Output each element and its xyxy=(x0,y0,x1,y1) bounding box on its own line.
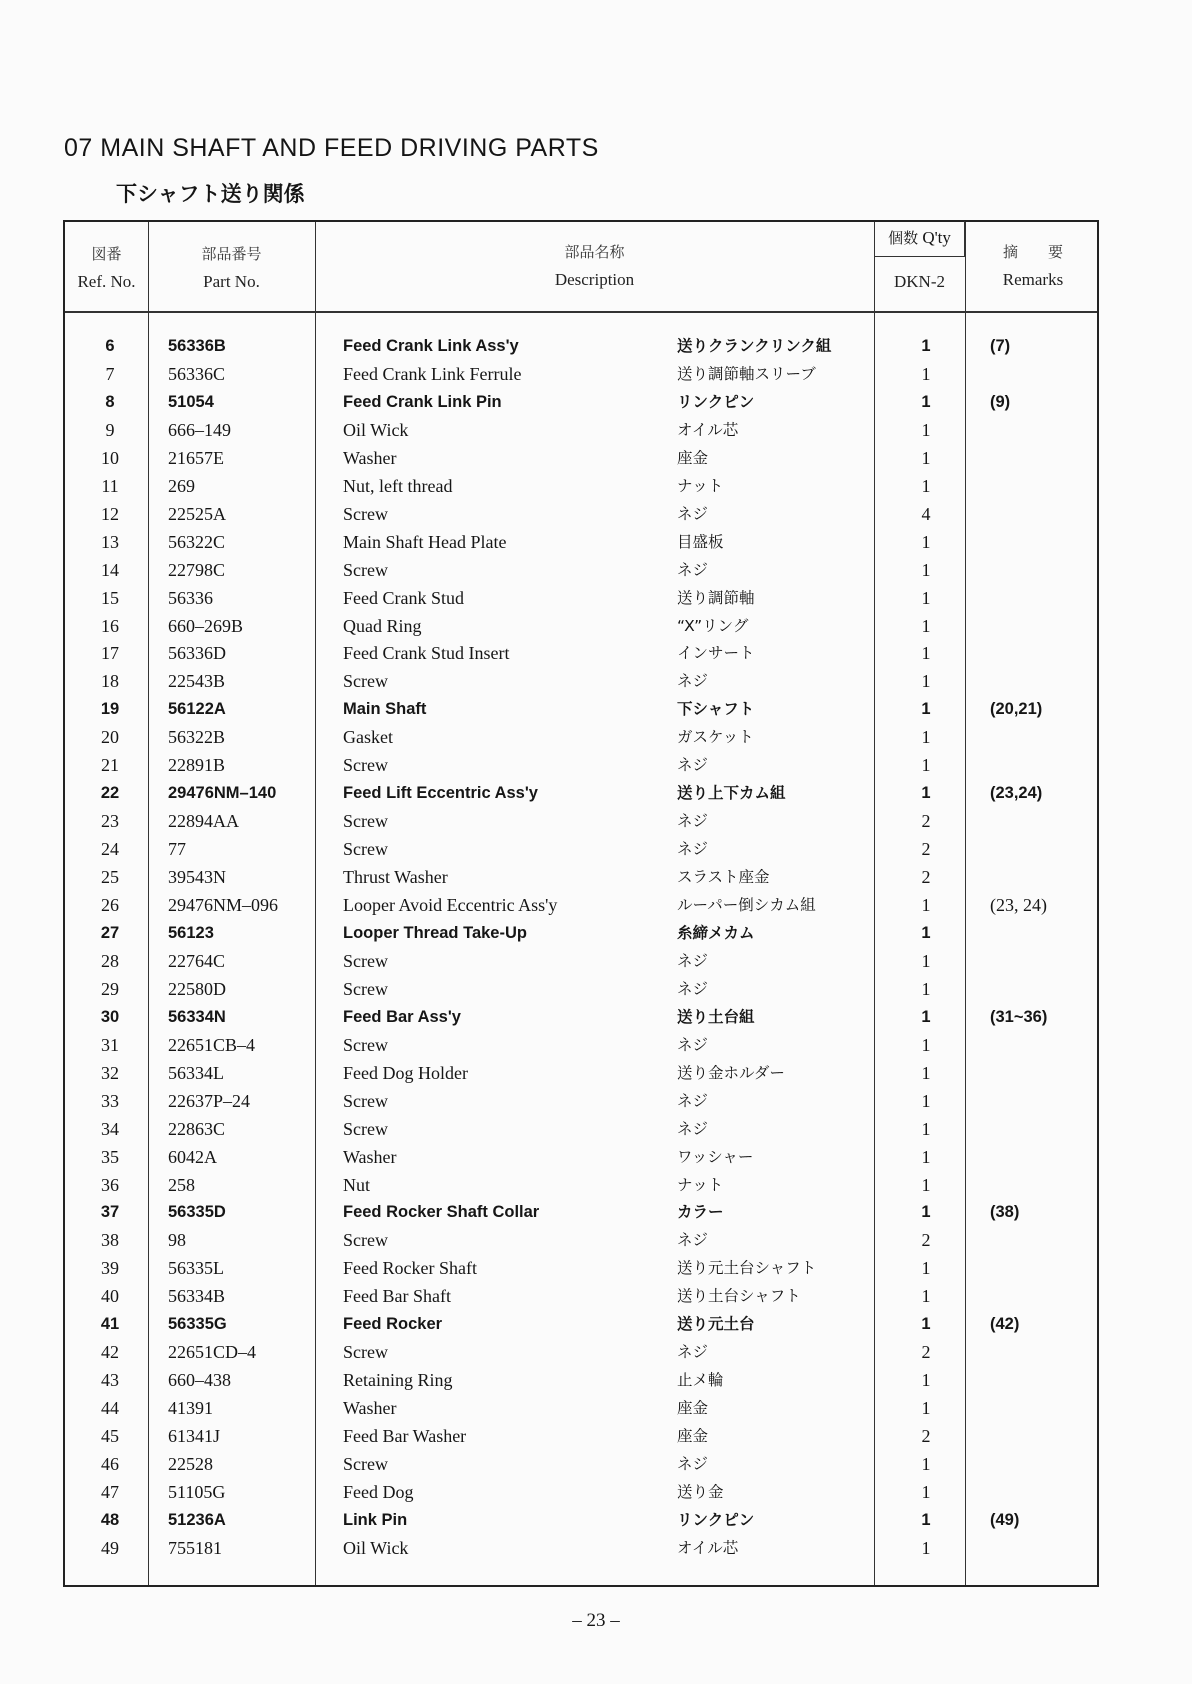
ref-number: 17 xyxy=(101,643,119,664)
part-number: 56336 xyxy=(168,587,213,608)
table-row xyxy=(65,360,1097,388)
description-jp: カラー xyxy=(677,1203,724,1222)
part-number: 51236A xyxy=(168,1510,226,1529)
header-qty xyxy=(875,221,965,257)
part-number: 29476NM–140 xyxy=(168,784,277,803)
quantity: 2 xyxy=(921,1230,931,1251)
description: Feed Rocker xyxy=(343,1315,443,1334)
ref-number: 16 xyxy=(101,615,119,636)
quantity: 1 xyxy=(921,587,931,608)
description-jp: 座金 xyxy=(677,1399,709,1418)
description-jp: ネジ xyxy=(677,1231,709,1250)
description: Washer xyxy=(343,447,397,468)
part-number: 258 xyxy=(168,1174,195,1195)
description: Nut xyxy=(343,1174,370,1195)
part-number: 56334B xyxy=(168,1286,226,1307)
description-jp: 送り土台シャフト xyxy=(677,1287,801,1306)
quantity: 1 xyxy=(921,1398,931,1419)
part-number: 22764C xyxy=(168,950,226,971)
quantity: 1 xyxy=(921,1062,931,1083)
part-number: 666–149 xyxy=(168,419,231,440)
description-jp: ネジ xyxy=(677,1091,709,1110)
part-number: 6042A xyxy=(168,1146,217,1167)
ref-number: 21 xyxy=(101,755,119,776)
description-jp: ネジ xyxy=(677,756,709,775)
ref-number: 45 xyxy=(101,1426,119,1447)
part-number: 56334L xyxy=(168,1062,224,1083)
table-row xyxy=(65,1059,1097,1087)
description: Link Pin xyxy=(343,1510,408,1529)
ref-number: 27 xyxy=(100,923,120,942)
table-row xyxy=(65,863,1097,891)
description: Screw xyxy=(343,1118,388,1139)
part-number: 56322C xyxy=(168,531,226,552)
quantity: 1 xyxy=(921,447,931,468)
quantity: 1 xyxy=(921,1510,931,1529)
ref-number: 28 xyxy=(101,950,119,971)
part-number: 98 xyxy=(168,1230,186,1251)
description-jp: ネジ xyxy=(677,1343,709,1362)
table-row xyxy=(65,1534,1097,1562)
part-number: 21657E xyxy=(168,447,224,468)
description: Nut, left thread xyxy=(343,475,453,496)
table-row xyxy=(65,1171,1097,1199)
quantity: 1 xyxy=(921,727,931,748)
header-ref xyxy=(65,240,148,296)
description-jp: ナット xyxy=(677,476,724,495)
remarks: (42) xyxy=(990,1315,1020,1334)
remarks: (23,24) xyxy=(990,784,1043,803)
ref-number: 44 xyxy=(101,1398,119,1419)
description-jp: オイル芯 xyxy=(677,1538,739,1557)
ref-number: 29 xyxy=(101,978,119,999)
ref-number: 8 xyxy=(105,392,115,411)
quantity: 1 xyxy=(921,1034,931,1055)
quantity: 1 xyxy=(921,1481,931,1502)
table-row xyxy=(65,751,1097,779)
description: Feed Rocker Shaft Collar xyxy=(343,1203,540,1222)
header-qty-jp: 個数 xyxy=(888,229,919,247)
description: Washer xyxy=(343,1398,397,1419)
quantity: 1 xyxy=(921,1454,931,1474)
description-jp: 目盛板 xyxy=(677,532,724,551)
ref-number: 22 xyxy=(100,784,120,803)
table-row xyxy=(65,807,1097,835)
part-number: 56335L xyxy=(168,1258,224,1279)
description-jp: 下シャフト xyxy=(677,700,755,719)
description: Quad Ring xyxy=(343,615,422,636)
ref-number: 48 xyxy=(100,1510,120,1529)
part-number: 56336C xyxy=(168,363,226,384)
header-remarks-en: Remarks xyxy=(1002,270,1064,289)
ref-number: 12 xyxy=(101,503,119,524)
part-number: 22891B xyxy=(168,755,226,776)
remarks: (7) xyxy=(990,337,1011,355)
ref-number: 6 xyxy=(105,337,115,355)
ref-number: 23 xyxy=(101,811,119,832)
part-number: 22798C xyxy=(168,559,226,580)
table-row xyxy=(65,667,1097,695)
quantity: 1 xyxy=(921,419,931,440)
part-number: 22651CB–4 xyxy=(168,1034,256,1055)
table-row xyxy=(65,779,1097,807)
description-jp: 送り元土台シャフト xyxy=(677,1259,817,1278)
ref-number: 41 xyxy=(100,1315,120,1334)
ref-number: 19 xyxy=(100,700,120,719)
part-number: 56322B xyxy=(168,727,226,748)
description-jp: ルーパー倒シカム組 xyxy=(677,896,816,914)
table-row xyxy=(65,1254,1097,1282)
page-number: – 23 – xyxy=(572,1610,620,1631)
ref-number: 26 xyxy=(101,895,119,915)
description-jp: 糸締メカム xyxy=(677,923,755,942)
description-jp: 送り上下カム組 xyxy=(677,784,786,803)
description-jp: 送り調節軸 xyxy=(677,588,755,607)
table-row xyxy=(65,444,1097,472)
quantity: 2 xyxy=(921,811,931,832)
description-jp: ネジ xyxy=(677,560,709,579)
quantity: 1 xyxy=(921,475,931,496)
quantity: 1 xyxy=(921,978,931,999)
header-ref-en: Ref. No. xyxy=(77,272,136,291)
parts-table xyxy=(63,220,1099,1587)
ref-number: 43 xyxy=(101,1370,119,1391)
description-jp: 座金 xyxy=(677,1427,709,1446)
description: Feed Dog Holder xyxy=(343,1062,468,1083)
header-description xyxy=(315,238,874,294)
remarks: (9) xyxy=(990,392,1011,411)
ref-number: 33 xyxy=(101,1090,119,1111)
quantity: 1 xyxy=(921,1286,931,1307)
part-number: 51105G xyxy=(168,1481,226,1502)
description-jp: 送り金ホルダー xyxy=(677,1063,785,1082)
part-number: 22580D xyxy=(168,978,226,999)
table-row xyxy=(65,891,1097,919)
ref-number: 47 xyxy=(101,1481,119,1502)
part-number: 22528 xyxy=(168,1454,213,1474)
description: Looper Thread Take-Up xyxy=(343,923,527,942)
table-row xyxy=(65,528,1097,556)
part-number: 56123 xyxy=(168,923,214,942)
description-jp: ネジ xyxy=(677,840,709,859)
ref-number: 32 xyxy=(101,1062,119,1083)
remarks: (23, 24) xyxy=(990,895,1047,915)
description: Main Shaft xyxy=(343,700,427,719)
description: Screw xyxy=(343,978,388,999)
description: Screw xyxy=(343,755,388,776)
quantity: 4 xyxy=(921,503,931,524)
table-row xyxy=(65,1087,1097,1115)
table-row xyxy=(65,1310,1097,1338)
description: Feed Bar Shaft xyxy=(343,1286,451,1307)
ref-number: 18 xyxy=(101,671,119,692)
ref-number: 36 xyxy=(101,1174,119,1195)
ref-number: 7 xyxy=(105,363,115,384)
header-part xyxy=(148,240,315,296)
quantity: 1 xyxy=(921,1174,931,1195)
description: Screw xyxy=(343,811,388,832)
quantity: 1 xyxy=(921,950,931,971)
header-part-en: Part No. xyxy=(203,272,260,291)
part-number: 56335G xyxy=(168,1315,227,1334)
quantity: 2 xyxy=(921,1342,931,1363)
description-jp: リンクピン xyxy=(677,1510,755,1529)
quantity: 1 xyxy=(921,895,931,915)
part-number: 29476NM–096 xyxy=(168,895,279,915)
table-row xyxy=(65,1226,1097,1254)
part-number: 56336B xyxy=(168,337,226,355)
ref-number: 10 xyxy=(101,447,119,468)
description: Looper Avoid Eccentric Ass'y xyxy=(343,895,558,915)
table-row xyxy=(65,1198,1097,1226)
part-number: 22651CD–4 xyxy=(168,1342,257,1363)
description-jp: “X”リング xyxy=(677,616,749,635)
description-jp: オイル芯 xyxy=(677,420,739,439)
ref-number: 9 xyxy=(105,419,115,440)
table-row xyxy=(65,612,1097,640)
description: Washer xyxy=(343,1146,397,1167)
description: Feed Lift Eccentric Ass'y xyxy=(343,784,538,803)
table-row xyxy=(65,1450,1097,1478)
part-number: 22894AA xyxy=(168,811,239,832)
header-ref-jp: 図番 xyxy=(91,245,122,263)
header-description-jp: 部品名称 xyxy=(564,243,625,261)
quantity: 1 xyxy=(921,559,931,580)
quantity: 1 xyxy=(921,700,931,719)
part-number: 41391 xyxy=(168,1398,213,1419)
description: Screw xyxy=(343,671,388,692)
quantity: 1 xyxy=(921,1118,931,1139)
section-title-japanese: 下シャフト送り関係 xyxy=(116,182,305,206)
ref-number: 35 xyxy=(101,1146,119,1167)
description: Oil Wick xyxy=(343,419,409,440)
table-row xyxy=(65,1143,1097,1171)
table-row xyxy=(65,388,1097,416)
table-row xyxy=(65,947,1097,975)
description: Gasket xyxy=(343,727,393,748)
table-row xyxy=(65,1366,1097,1394)
quantity: 1 xyxy=(921,1146,931,1167)
part-number: 56335D xyxy=(168,1203,226,1222)
description: Feed Crank Stud xyxy=(343,587,464,608)
quantity: 1 xyxy=(921,337,931,355)
description-jp: ネジ xyxy=(677,672,709,691)
quantity: 1 xyxy=(921,1090,931,1111)
description: Feed Rocker Shaft xyxy=(343,1258,477,1279)
description: Screw xyxy=(343,950,388,971)
ref-number: 46 xyxy=(101,1454,119,1474)
table-row xyxy=(65,1506,1097,1534)
ref-number: 24 xyxy=(101,839,119,860)
quantity: 1 xyxy=(921,671,931,692)
table-row xyxy=(65,1422,1097,1450)
ref-number: 34 xyxy=(101,1118,119,1139)
part-number: 269 xyxy=(168,475,195,496)
table-row xyxy=(65,835,1097,863)
quantity: 1 xyxy=(921,615,931,636)
table-row xyxy=(65,584,1097,612)
header-divider xyxy=(65,311,1097,313)
ref-number: 13 xyxy=(101,531,119,552)
table-row xyxy=(65,695,1097,723)
description-jp: ネジ xyxy=(677,1455,709,1473)
table-row xyxy=(65,919,1097,947)
table-row xyxy=(65,1394,1097,1422)
part-number: 77 xyxy=(168,839,186,860)
ref-number: 20 xyxy=(101,727,119,748)
description: Main Shaft Head Plate xyxy=(343,531,507,552)
header-qty-en: Q'ty xyxy=(922,228,951,247)
description: Screw xyxy=(343,1230,388,1251)
quantity: 1 xyxy=(921,531,931,552)
remarks: (31~36) xyxy=(990,1007,1048,1026)
header-remarks-jp: 摘 要 xyxy=(1002,243,1063,261)
description: Feed Dog xyxy=(343,1481,414,1502)
ref-number: 30 xyxy=(100,1007,120,1026)
ref-number: 11 xyxy=(101,475,119,496)
ref-number: 14 xyxy=(101,559,119,580)
description: Retaining Ring xyxy=(343,1370,453,1391)
header-qty-model: DKN-2 xyxy=(894,272,945,291)
ref-number: 49 xyxy=(101,1537,119,1558)
part-number: 22525A xyxy=(168,503,226,524)
description-jp: ガスケット xyxy=(677,728,754,747)
description-jp: ネジ xyxy=(677,504,709,523)
part-number: 61341J xyxy=(168,1426,221,1447)
description: Screw xyxy=(343,1342,388,1363)
description: Screw xyxy=(343,1090,388,1111)
description-jp: インサート xyxy=(677,644,755,663)
part-number: 51054 xyxy=(168,392,214,411)
quantity: 2 xyxy=(921,1426,931,1447)
description-jp: ネジ xyxy=(677,979,709,998)
description: Feed Crank Link Pin xyxy=(343,392,502,411)
description-jp: 送り調節軸スリーブ xyxy=(677,364,816,383)
quantity: 1 xyxy=(921,1007,931,1026)
description: Feed Bar Ass'y xyxy=(343,1007,461,1026)
description-jp: ナット xyxy=(677,1175,724,1194)
table-row xyxy=(65,1282,1097,1310)
part-number: 22543B xyxy=(168,671,226,692)
header-remarks xyxy=(965,238,1101,294)
ref-number: 25 xyxy=(101,867,119,888)
table-row xyxy=(65,975,1097,1003)
ref-number: 31 xyxy=(101,1034,119,1055)
remarks: (49) xyxy=(990,1510,1020,1529)
table-row xyxy=(65,723,1097,751)
ref-number: 37 xyxy=(100,1203,120,1222)
description: Screw xyxy=(343,1454,388,1474)
description: Feed Crank Link Ferrule xyxy=(343,363,522,384)
table-row xyxy=(65,1338,1097,1366)
description-jp: 送り金 xyxy=(677,1482,724,1501)
description: Screw xyxy=(343,559,388,580)
ref-number: 15 xyxy=(101,587,119,608)
description: Screw xyxy=(343,839,388,860)
quantity: 1 xyxy=(921,643,931,664)
description: Thrust Washer xyxy=(343,867,448,888)
table-row xyxy=(65,639,1097,667)
quantity: 1 xyxy=(921,923,931,942)
description-jp: ネジ xyxy=(677,1119,709,1138)
description: Feed Crank Link Ass'y xyxy=(343,337,519,355)
table-row xyxy=(65,472,1097,500)
ref-number: 40 xyxy=(101,1286,119,1307)
quantity: 1 xyxy=(921,363,931,384)
description-jp: リンクピン xyxy=(677,392,755,411)
quantity: 1 xyxy=(921,1315,931,1334)
description: Oil Wick xyxy=(343,1537,409,1558)
description-jp: ワッシャー xyxy=(677,1147,754,1166)
remarks: (20,21) xyxy=(990,700,1043,719)
part-number: 56122A xyxy=(168,700,226,719)
description: Screw xyxy=(343,503,388,524)
ref-number: 42 xyxy=(101,1342,119,1363)
table-row xyxy=(65,500,1097,528)
quantity: 1 xyxy=(921,1203,931,1222)
part-number: 660–269B xyxy=(168,615,244,636)
section-title: 07 MAIN SHAFT AND FEED DRIVING PARTS xyxy=(64,134,599,162)
part-number: 22863C xyxy=(168,1118,226,1139)
ref-number: 38 xyxy=(101,1230,119,1251)
description-jp: 送り土台組 xyxy=(677,1007,755,1026)
description-jp: ネジ xyxy=(677,1035,709,1054)
ref-number: 39 xyxy=(101,1258,119,1279)
part-number: 660–438 xyxy=(168,1370,231,1391)
description-jp: 送り元土台 xyxy=(677,1315,755,1334)
part-number: 39543N xyxy=(168,867,226,888)
quantity: 1 xyxy=(921,755,931,776)
description-jp: 座金 xyxy=(677,448,709,467)
description-jp: 送りクランクリンク組 xyxy=(677,337,832,355)
quantity: 1 xyxy=(921,392,931,411)
description-jp: ネジ xyxy=(677,812,709,831)
part-number: 755181 xyxy=(168,1537,222,1558)
quantity: 1 xyxy=(921,1370,931,1391)
quantity: 2 xyxy=(921,867,931,888)
quantity: 2 xyxy=(921,839,931,860)
remarks: (38) xyxy=(990,1203,1020,1222)
quantity: 1 xyxy=(921,1258,931,1279)
table-row xyxy=(65,1031,1097,1059)
quantity: 1 xyxy=(921,1537,931,1558)
table-row xyxy=(65,332,1097,360)
table-row xyxy=(65,1115,1097,1143)
description: Screw xyxy=(343,1034,388,1055)
table-row xyxy=(65,1478,1097,1506)
description-jp: ネジ xyxy=(677,951,709,970)
description: Feed Crank Stud Insert xyxy=(343,643,510,664)
part-number: 22637P–24 xyxy=(168,1090,251,1111)
part-number: 56334N xyxy=(168,1007,226,1026)
description-jp: スラスト座金 xyxy=(677,868,770,887)
header-description-en: Description xyxy=(554,270,635,289)
table-row xyxy=(65,556,1097,584)
description: Feed Bar Washer xyxy=(343,1426,467,1447)
quantity: 1 xyxy=(921,784,931,803)
description-jp: 止メ輪 xyxy=(677,1371,724,1390)
table-row xyxy=(65,1003,1097,1031)
header-part-jp: 部品番号 xyxy=(201,245,262,263)
table-row xyxy=(65,416,1097,444)
part-number: 56336D xyxy=(168,643,226,664)
